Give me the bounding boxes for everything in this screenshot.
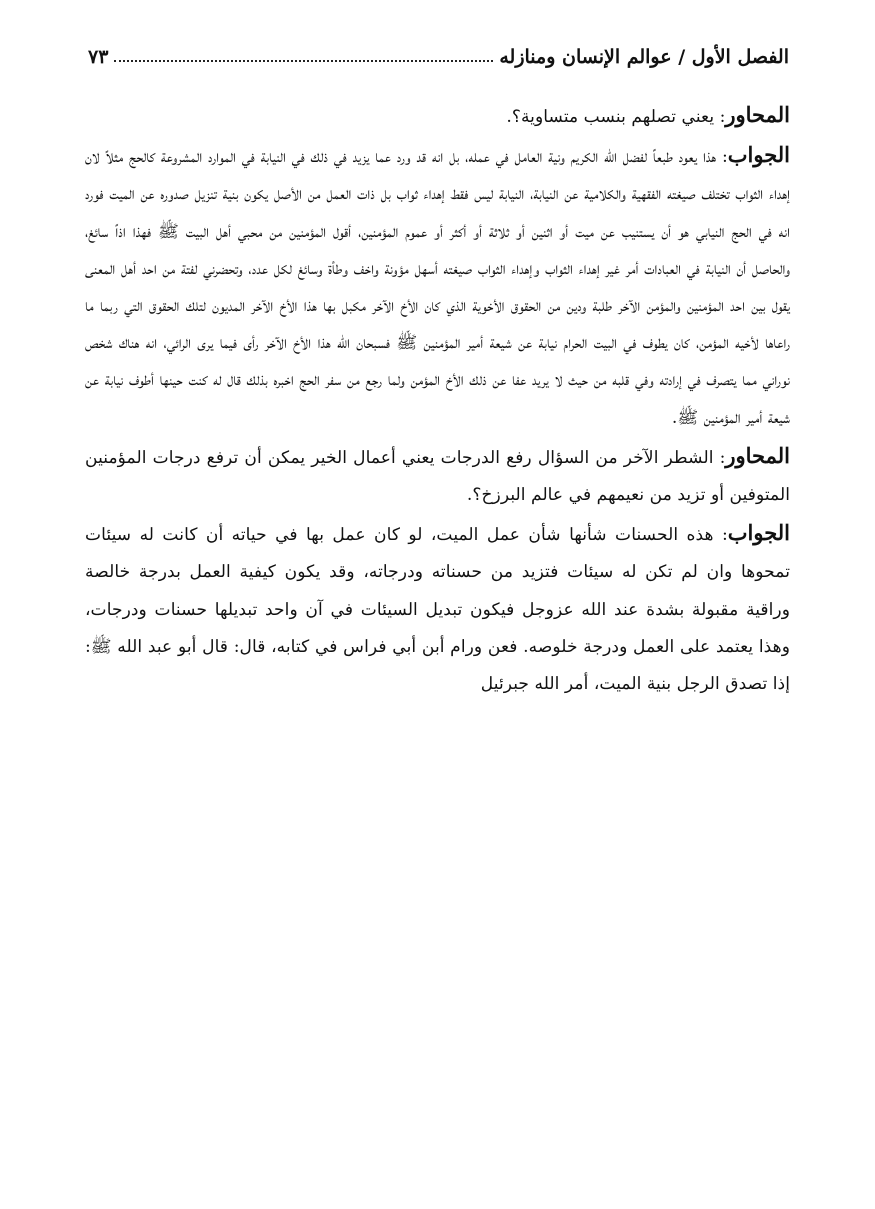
paragraph-text: : هذا يعود طبعاً لفضل الله الكريم ونية العامل في عمله، بل انه قد ورد عما يزيد في ذلك في النيابة في الموارد المشروعة كالحج مثلاً لان إهداء الثواب تختلف صيغته الفقهية والكلامية عن النيابة، النيابة ليس فقط إهداء ثواب بل ذات العمل من الأصل يكون بنية تنزيل صدوره عن الميت فورد انه في الحج النيابي هو أن يستنيب عن ميت أو اثنين أو ثلاثة أو أكثر أو عموم المؤمنين، أقول المؤمنين من محبي أهل البيت ﷺ فهذا اذاً سائغ، والحاصل أن النيابة في العبادات أمر غير إهداء الثواب وإهداء الثواب صيغته أسهل مؤونة واخف وطأة وسائغ لكل عدد، وتحضرني لفتة من احد أهل المعنى يقول بين احد المؤمنين والمؤمن الآخر طلبة ودين من الحقوق الأخوية الذي كان الأخ الآخر مكبل بها هذا الأخ الآخر المديون لتلك الحقوق التي ربما ما راعاها لأخيه المؤمن، كان يطوف في البيت الحرام نيابة عن شيعة أمير المؤمنين ﷺ فسبحان الله هذا الأخ الآخر رأى فيما يرى الرائي، انه هناك شخص نوراني مما يتصرف في إرادته وفي قلبه من حيث لا يريد عفا عن ذلك الأخ المؤمن ولما رجع من سفر الحج اخبره بذلك قال له كنت حينها أطوف نيابة عن شيعة أمير المؤمنين ﷺ.: [85, 147, 790, 428]
speaker-label: المحاور: [725, 102, 790, 127]
paragraph-text: : هذه الحسنات شأنها شأن عمل الميت، لو كان عمل بها في حياته أن كانت له سيئات تمحوها وان لم تكن له سيئات فتزيد من حسناته ودرجاته، وقد يكون كيفية العمل بدرجة خالصة وراقية مقبولة بشدة عند الله عزوجل فيكون تبديل السيئات في آن واحد تبديلها حسنات ودرجات، وهذا يعتمد على العمل ودرجة خلوصه. فعن ورام أبن أبي فراس في كتابه، قال: قال أبو عبد الله ﷺ: إذا تصدق الرجل بنية الميت، أمر الله جبرئيل: [85, 525, 790, 695]
paragraph-interviewer-question-2: [85, 437, 790, 514]
paragraph-answer-1: [85, 136, 790, 437]
paragraph-text: : الشطر الآخر من السؤال رفع الدرجات يعني أعمال الخير يمكن أن ترفع درجات المؤمنين المتوفين أو تزيد من نعيمهم في عالم البرزخ؟.: [85, 447, 790, 506]
running-header: [88, 34, 789, 68]
speaker-label: المحاور: [725, 442, 790, 468]
page-number: ٧٣: [88, 46, 109, 68]
paragraph-interviewer-question-1: [85, 96, 790, 136]
page-body: [85, 96, 790, 703]
speaker-label: الجواب: [727, 142, 790, 168]
paragraph-answer-2: [85, 514, 790, 703]
speaker-label: الجواب: [727, 520, 790, 546]
chapter-title: الفصل الأول / عوالم الإنسان ومنازله: [499, 46, 789, 68]
paragraph-text: : يعني تصلهم بنسب متساوية؟.: [506, 107, 726, 127]
dotted-leader: [114, 60, 493, 62]
